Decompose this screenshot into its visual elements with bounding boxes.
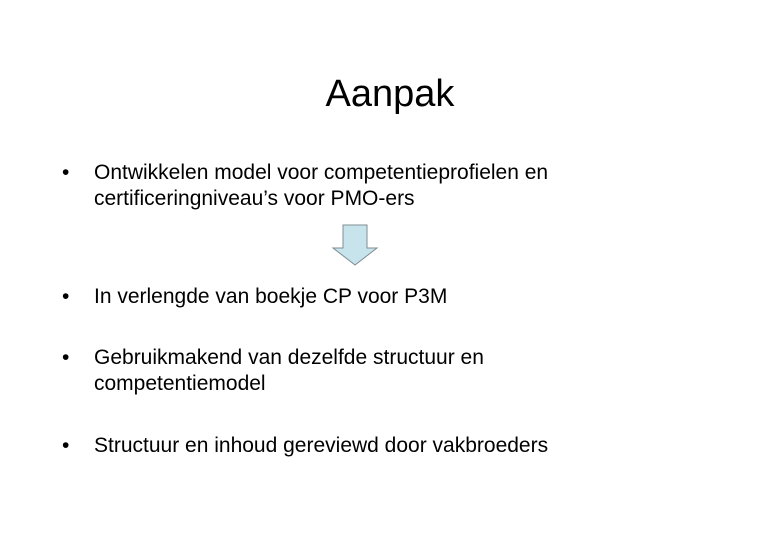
bullet-text-line: Gebruikmakend van dezelfde structuur en: [94, 346, 484, 369]
bullet-dot: •: [62, 161, 70, 184]
bullet-item-1: [62, 160, 702, 212]
bullet-text-line: Ontwikkelen model voor competentieprofielen en: [94, 161, 549, 184]
bullet-item-2: [62, 284, 702, 310]
bullet-item-3: [62, 345, 702, 397]
bullet-text-line: Structuur en inhoud gereviewd door vakbroeders: [94, 434, 549, 457]
down-arrow-icon: [331, 224, 379, 266]
bullet-dot: •: [62, 285, 70, 308]
bullet-text-line: In verlengde van boekje CP voor P3M: [94, 285, 448, 308]
bullet-item-4: [62, 433, 702, 459]
bullet-dot: •: [62, 434, 70, 457]
bullet-dot: •: [62, 346, 70, 369]
bullet-text-line: certificeringniveau’s voor PMO-ers: [94, 187, 415, 210]
bullet-text-line: competentiemodel: [94, 372, 266, 395]
down-arrow-shape: [333, 225, 377, 265]
slide-title: Aanpak: [325, 73, 455, 115]
